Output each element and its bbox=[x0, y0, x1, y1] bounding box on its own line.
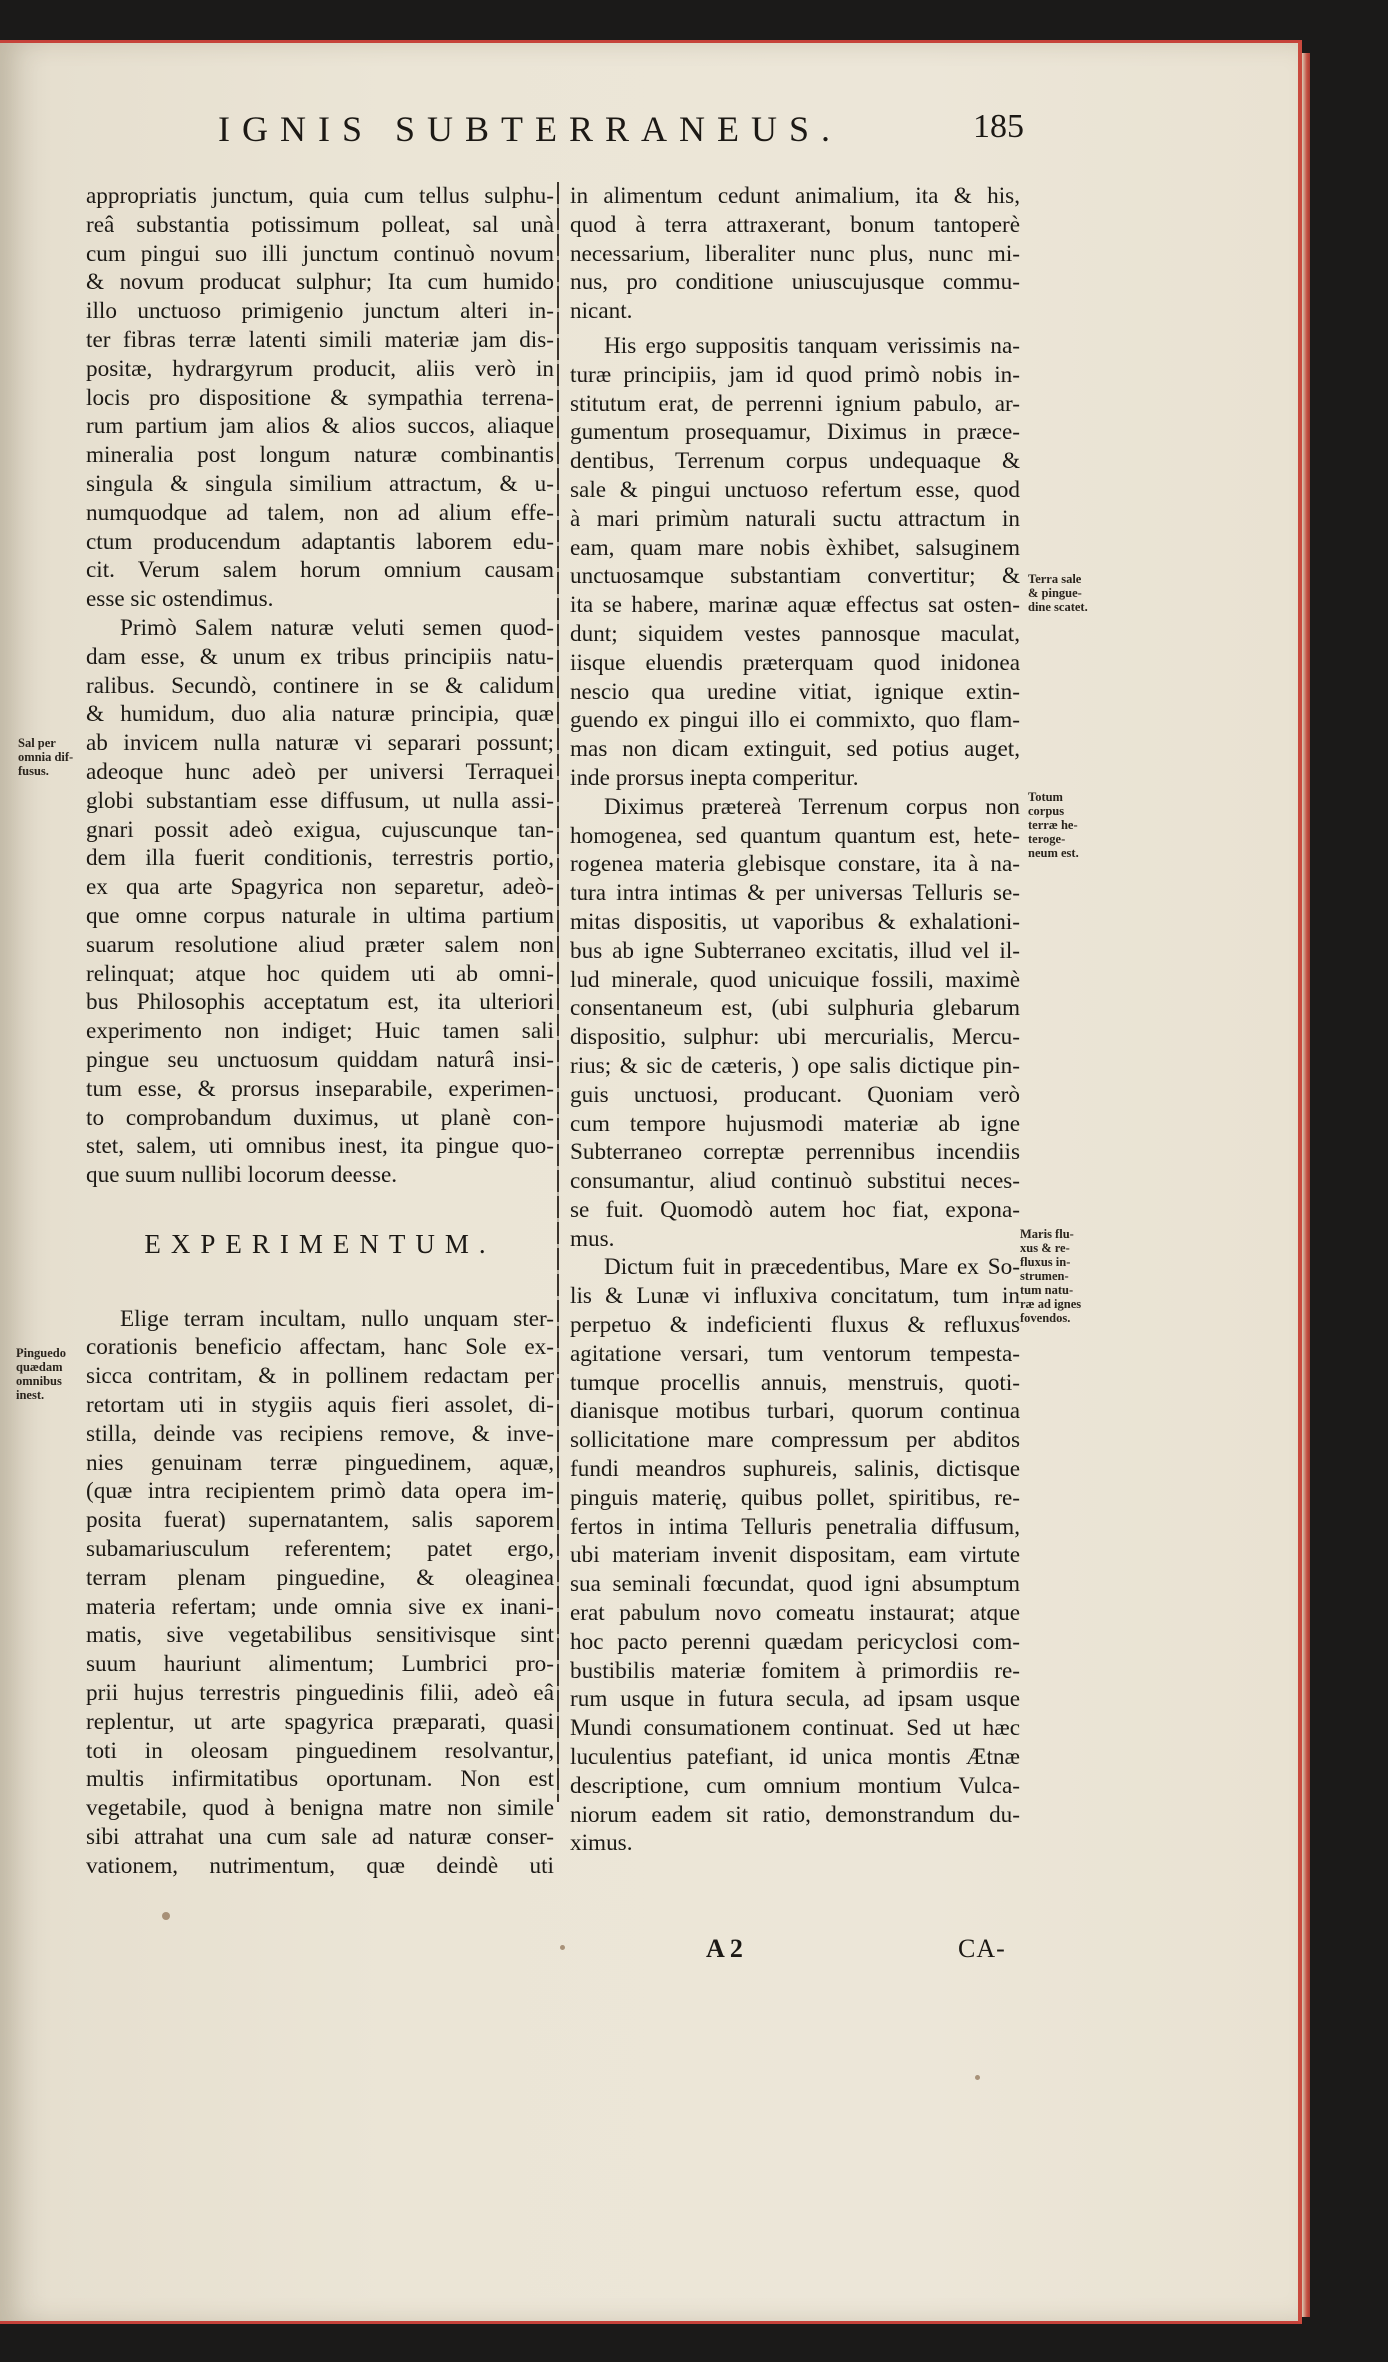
text-line: que omne corpus naturale in ultima partium bbox=[86, 902, 554, 929]
margin-note-line: omnibus bbox=[16, 1374, 62, 1388]
page-number: 185 bbox=[973, 108, 1024, 145]
text-line: bus Philosophis acceptatum est, ita ulteriori bbox=[86, 989, 554, 1016]
text-line: fertos in intima Telluris penetralia diffusum, bbox=[570, 1513, 1020, 1540]
text-line: corationis beneficio affectam, hanc Sole ex- bbox=[86, 1334, 554, 1361]
paper-speck bbox=[162, 1912, 170, 1920]
text-line: cit. Verum salem horum omnium causam bbox=[86, 557, 554, 584]
section-heading: EXPERIMENTUM. bbox=[144, 1228, 496, 1259]
text-line: consumantur, aliud continuò substitui neces- bbox=[570, 1168, 1020, 1195]
text-line: Diximus prætereà Terrenum corpus non bbox=[604, 793, 1020, 820]
text-line: rius; & sic de cæteris, ) ope salis dictique pin- bbox=[570, 1052, 1020, 1079]
text-line: à mari primùm naturali suctu attractum in bbox=[570, 505, 1020, 532]
text-line: mineralia post longum naturæ combinantis bbox=[86, 442, 554, 469]
page-edge-red bbox=[1302, 53, 1310, 2317]
text-line: stilla, deinde vas recipiens remove, & inve- bbox=[86, 1420, 554, 1447]
margin-note-line: neum est. bbox=[1028, 846, 1079, 860]
text-line: mitas dispositis, ut vaporibus & exhalationi- bbox=[570, 908, 1020, 935]
text-line: luculentius patefiant, id unica montis Ætnæ bbox=[570, 1744, 1020, 1771]
text-line: globi substantiam esse diffusum, ut nulla assi- bbox=[86, 787, 554, 814]
text-line: nescio qua uredine vitiat, ignique extin- bbox=[570, 678, 1020, 705]
text-line: niorum eadem sit ratio, demonstrandum du- bbox=[570, 1801, 1020, 1828]
text-line: guendo ex pingui illo ei commixto, quo flam- bbox=[570, 707, 1020, 734]
text-line: appropriatis junctum, quia cum tellus sulphu- bbox=[86, 183, 554, 209]
text-line: prii hujus terrestris pinguedinis filii, adeò eâ bbox=[86, 1680, 554, 1707]
text-line: guis unctuosi, producant. Quoniam verò bbox=[570, 1081, 1020, 1108]
paper-speck bbox=[560, 1945, 565, 1950]
paragraph bbox=[86, 182, 554, 614]
text-line: tura intra intimas & per universas Telluris se- bbox=[570, 880, 1020, 907]
text-line: vegetabile, quod à benigna matre non simile bbox=[86, 1795, 554, 1822]
column-rule bbox=[557, 182, 559, 1802]
text-line: sollicitatione mare compressum per abditos bbox=[570, 1427, 1020, 1454]
text-line: tumque procellis annuis, menstruis, quoti- bbox=[570, 1369, 1020, 1396]
text-line: nicant. bbox=[570, 298, 633, 325]
text-line: necessarium, liberaliter nunc plus, nunc mi- bbox=[570, 240, 1020, 267]
text-line: Mundi consumationem continuat. Sed ut hæc bbox=[570, 1715, 1020, 1742]
running-title: IGNIS SUBTERRANEUS. bbox=[218, 109, 843, 149]
text-line: ubi materiam invenit dispositam, eam virtute bbox=[570, 1542, 1020, 1569]
text-line: dem illa fuerit conditionis, terrestris portio, bbox=[86, 845, 554, 872]
text-line: pinguis materię, quibus pollet, spiritibus, re- bbox=[570, 1484, 1020, 1511]
paragraph bbox=[570, 1253, 1020, 1858]
text-line: dunt; siquidem vestes pannosque maculat, bbox=[570, 620, 1020, 647]
text-line: (quæ intra recipientem primò data opera im- bbox=[86, 1478, 554, 1505]
margin-note-line: Pinguedo bbox=[16, 1346, 67, 1360]
text-line: mas non dicam extinguit, sed potius auget, bbox=[570, 736, 1020, 763]
text-line: pingue seu unctuosum quiddam naturâ insi- bbox=[86, 1046, 554, 1073]
text-line: suum hauriunt alimentum; Lumbrici pro- bbox=[86, 1651, 554, 1678]
text-line: ter fibras terræ latenti simili materiæ jam dis- bbox=[86, 326, 554, 353]
text-line: gnari possit adeò exigua, cujuscunque tan- bbox=[86, 816, 554, 843]
text-line: fundi meandros suphureis, salinis, dictisque bbox=[570, 1456, 1020, 1483]
text-line: sicca contritam, & in pollinem redactam per bbox=[86, 1363, 554, 1390]
text-line: hoc pacto perenni quædam pericyclosi com- bbox=[570, 1628, 1020, 1655]
margin-note-line: inest. bbox=[16, 1388, 45, 1402]
text-line: que suum nullibi locorum deesse. bbox=[86, 1162, 398, 1189]
paper-speck bbox=[975, 2075, 980, 2080]
text-line: rum partium jam alios & alios succos, aliaque bbox=[86, 413, 554, 440]
margin-note-line: strumen- bbox=[1020, 1269, 1069, 1283]
paragraph bbox=[570, 332, 1020, 793]
signature-mark: A 2 bbox=[706, 1934, 743, 1963]
text-line: cum tempore hujusmodi materiæ ab igne bbox=[570, 1110, 1020, 1137]
text-line: Primò Salem naturæ veluti semen quod- bbox=[120, 614, 554, 641]
margin-note bbox=[16, 1346, 76, 1402]
text-line: sale & pingui unctuoso refertum esse, quod bbox=[570, 476, 1020, 503]
margin-note-line: corpus bbox=[1028, 804, 1065, 818]
margin-note-line: quædam bbox=[16, 1360, 63, 1374]
text-line: locis pro dispositione & sympathia terrena- bbox=[86, 384, 554, 411]
text-line: relinquat; atque hoc quidem uti ab omni- bbox=[86, 960, 554, 987]
margin-note-line: Maris flu- bbox=[1020, 1227, 1074, 1241]
margin-note-line: xus & re- bbox=[1020, 1241, 1070, 1255]
text-line: nies genuinam terræ pinguedinem, aquæ, bbox=[86, 1449, 554, 1476]
text-line: sua seminali fœcundat, quod igni absumptum bbox=[570, 1571, 1020, 1598]
text-line: vationem, nutrimentum, quæ deindè uti bbox=[86, 1852, 554, 1879]
margin-note-line: Terra sale bbox=[1028, 572, 1082, 586]
text-line: numquodque ad talem, non ad alium effe- bbox=[86, 499, 554, 526]
margin-note-line: ræ ad ignes bbox=[1020, 1297, 1082, 1311]
text-line: in alimentum cedunt animalium, ita & his, bbox=[570, 183, 1020, 209]
text-line: bus ab igne Subterraneo excitatis, illud vel il- bbox=[570, 937, 1020, 964]
text-line: suarum resolutione aliud præter salem non bbox=[86, 931, 554, 958]
text-line: lis & Lunæ vi influxiva concitatum, tum in bbox=[570, 1283, 1020, 1310]
text-line: Elige terram incultam, nullo unquam ster- bbox=[120, 1305, 554, 1332]
text-line: bustibilis materiæ fomitem à primordiis re- bbox=[570, 1657, 1020, 1684]
text-line: rogenea materia glebisque constare, ita à na- bbox=[570, 851, 1020, 878]
margin-note-line: & pingue- bbox=[1028, 586, 1082, 600]
text-line: nus, pro conditione uniuscujusque commu- bbox=[570, 269, 1020, 296]
catchword: CA- bbox=[958, 1934, 1006, 1963]
text-line: ab invicem nulla naturæ vi separari possunt; bbox=[86, 730, 554, 757]
paragraph bbox=[86, 614, 554, 1190]
text-line: multis infirmitatibus oportunam. Non est bbox=[86, 1766, 554, 1793]
text-line: retortam uti in stygiis aquis fieri assolet, di- bbox=[86, 1392, 554, 1419]
text-line: quod à terra attraxerant, bonum tantoperè bbox=[570, 211, 1020, 238]
margin-note bbox=[1028, 790, 1098, 860]
text-line: terram plenam pinguedine, & oleaginea bbox=[86, 1564, 554, 1591]
margin-note-line: fusus. bbox=[18, 764, 49, 778]
text-line: descriptione, cum omnium montium Vulca- bbox=[570, 1772, 1020, 1799]
margin-note-line: terræ he- bbox=[1028, 818, 1078, 832]
text-line: perpetuo & indeficienti fluxus & refluxus bbox=[570, 1312, 1020, 1339]
text-line: ralibus. Secundò, continere in se & calidum bbox=[86, 672, 554, 699]
text-line: lud minerale, quod unicuique fossili, maximè bbox=[570, 966, 1020, 993]
text-line: ctum producendum adaptantis laborem edu- bbox=[86, 528, 554, 555]
margin-note bbox=[18, 736, 78, 778]
text-line: positæ, hydrargyrum producit, aliis verò in bbox=[86, 355, 554, 382]
text-line: dam esse, & unum ex tribus principiis natu- bbox=[86, 643, 554, 670]
text-line: cum pingui suo illi junctum continuò novum bbox=[86, 240, 554, 267]
text-line: eam, quam mare nobis èxhibet, salsuginem bbox=[570, 534, 1020, 561]
text-line: ita se habere, marinæ aquæ effectus sat osten- bbox=[570, 592, 1020, 619]
margin-note-line: Totum bbox=[1028, 790, 1063, 804]
text-line: materia refertam; unde omnia sive ex inani- bbox=[86, 1593, 554, 1620]
text-line: Dictum fuit in præcedentibus, Mare ex So- bbox=[604, 1254, 1020, 1281]
text-line: singula & singula similium attractum, & u- bbox=[86, 470, 554, 497]
margin-note-line: tum natu- bbox=[1020, 1283, 1074, 1297]
margin-note bbox=[1020, 1227, 1100, 1325]
margin-note bbox=[1028, 572, 1108, 614]
text-line: matis, sive vegetabilibus sensitivisque sint bbox=[86, 1622, 554, 1649]
text-line: agitatione versari, tum ventorum tempesta- bbox=[570, 1340, 1020, 1367]
text-line: dispositio, sulphur: ubi mercurialis, Mercu- bbox=[570, 1024, 1020, 1051]
margin-note-line: teroge- bbox=[1028, 832, 1066, 846]
text-line: stitutum erat, de perrenni ignium pabulo, ar- bbox=[570, 390, 1020, 417]
text-line: & humidum, duo alia naturæ principia, quæ bbox=[86, 701, 554, 728]
text-line: to comprobandum duximus, ut planè con- bbox=[86, 1104, 554, 1131]
text-line: iisque eluendis præterquam quod inidonea bbox=[570, 649, 1020, 676]
left-column bbox=[86, 182, 554, 1881]
text-line: gumentum prosequamur, Diximus in præce- bbox=[570, 419, 1020, 446]
text-line: illo unctuoso primigenio junctum alteri in- bbox=[86, 298, 554, 325]
margin-note-line: omnia dif- bbox=[18, 750, 74, 764]
text-line: posita fuerat) supernatantem, salis saporem bbox=[86, 1507, 554, 1534]
text-line: stet, salem, uti omnibus inest, ita pingue quo- bbox=[86, 1133, 554, 1160]
text-line: His ergo suppositis tanquam verissimis na- bbox=[604, 332, 1020, 359]
paragraph bbox=[570, 793, 1020, 1254]
text-line: tum esse, & prorsus inseparabile, experimen- bbox=[86, 1075, 554, 1102]
margin-note-line: fluxus in- bbox=[1020, 1255, 1071, 1269]
text-line: ex qua arte Spagyrica non separetur, adeò- bbox=[86, 874, 554, 901]
running-head bbox=[218, 108, 1038, 148]
paragraph bbox=[570, 182, 1020, 326]
text-line: replentur, ut arte spagyrica præparati, quasi bbox=[86, 1708, 554, 1735]
text-line: esse sic ostendimus. bbox=[86, 586, 274, 613]
text-line: se fuit. Quomodò autem hoc fiat, expona- bbox=[570, 1196, 1020, 1223]
text-line: reâ substantia potissimum polleat, sal unà bbox=[86, 211, 554, 238]
text-line: subamariusculum referentem; patet ergo, bbox=[86, 1536, 554, 1563]
text-line: ximus. bbox=[570, 1830, 633, 1857]
right-column bbox=[570, 182, 1020, 1858]
text-line: adeoque hunc adeò per universi Terraquei bbox=[86, 758, 554, 785]
text-line: homogenea, sed quantum quantum est, hete- bbox=[570, 822, 1020, 849]
text-line: unctuosamque substantiam convertitur; & bbox=[570, 563, 1020, 590]
text-line: inde prorsus inepta comperitur. bbox=[570, 764, 859, 791]
margin-note-line: fovendos. bbox=[1020, 1311, 1071, 1325]
text-line: dentibus, Terrenum corpus undequaque & bbox=[570, 448, 1020, 475]
text-line: Subterraneo correptæ perrennibus incendiis bbox=[570, 1139, 1020, 1166]
text-line: & novum producat sulphur; Ita cum humido bbox=[86, 269, 554, 296]
text-line: toti in oleosam pinguedinem resolvantur, bbox=[86, 1737, 554, 1764]
text-line: rum usque in futura secula, ad ipsam usque bbox=[570, 1686, 1020, 1713]
text-line: experimento non indiget; Huic tamen sali bbox=[86, 1018, 554, 1045]
text-line: mus. bbox=[570, 1225, 615, 1252]
margin-note-line: dine scatet. bbox=[1028, 600, 1088, 614]
text-line: consentaneum est, (ubi sulphuria glebarum bbox=[570, 995, 1020, 1022]
margin-note-line: Sal per bbox=[18, 736, 56, 750]
text-line: erat pabulum novo comeatu instaurat; atque bbox=[570, 1600, 1020, 1627]
paragraph bbox=[86, 1305, 554, 1881]
text-line: sibi attrahat una cum sale ad naturæ conser- bbox=[86, 1824, 554, 1851]
text-line: turæ principiis, jam id quod primò nobis in- bbox=[570, 361, 1020, 388]
text-line: dianisque motibus turbari, quorum continua bbox=[570, 1398, 1020, 1425]
